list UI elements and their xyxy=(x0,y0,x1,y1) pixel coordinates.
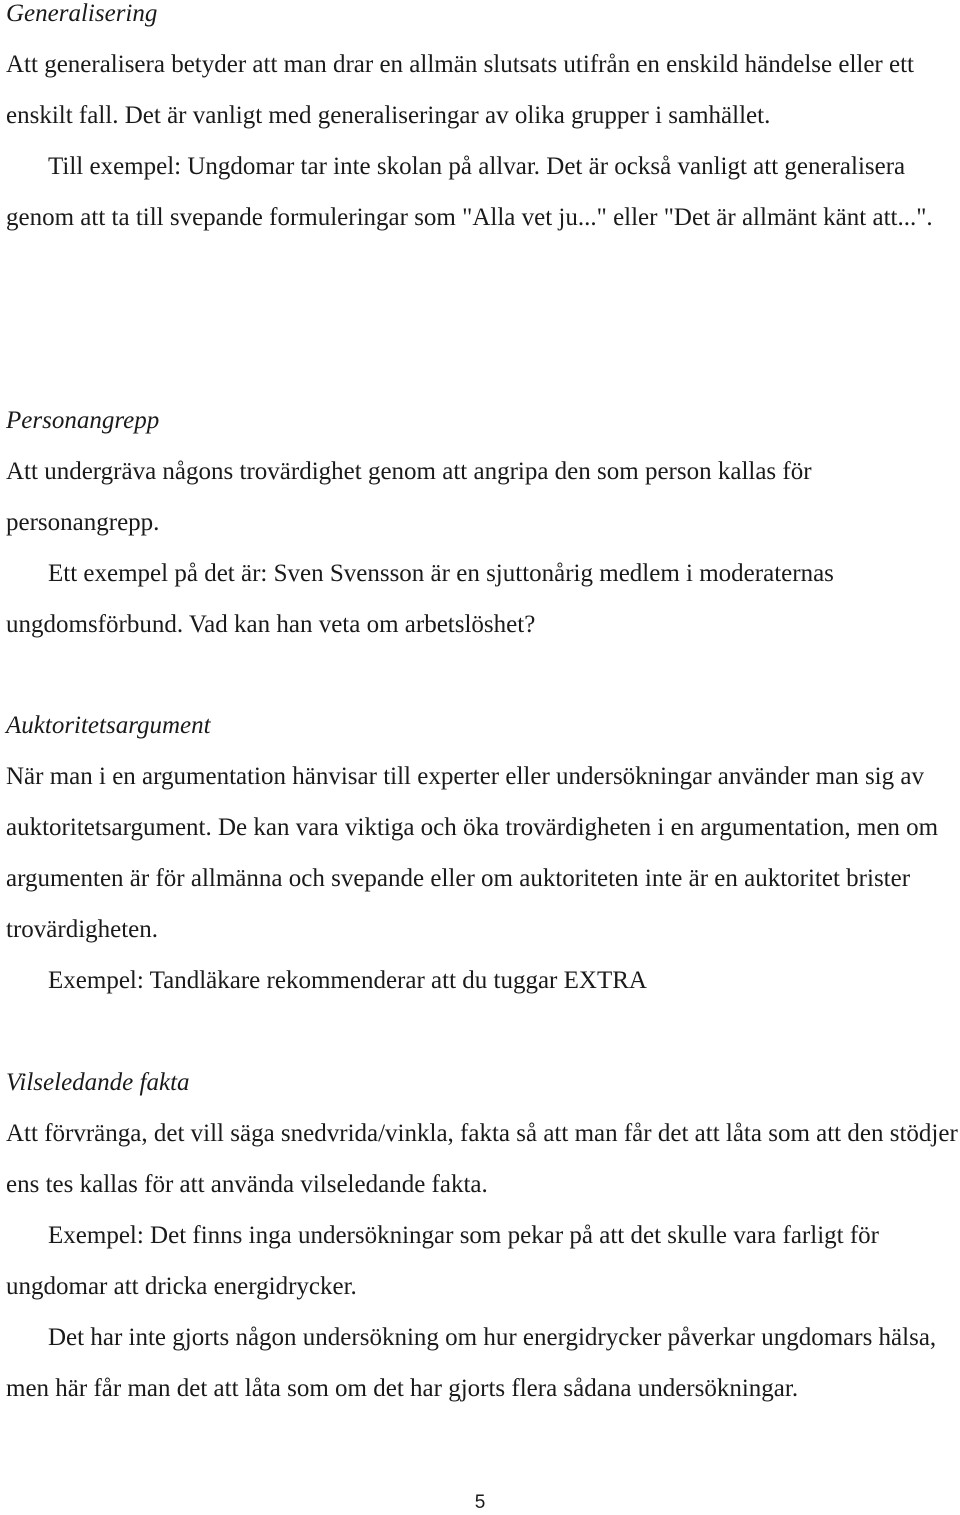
example-paragraph: Till exempel: Ungdomar tar inte skolan på allvar. Det är också vanligt att generalisera genom att ta till svepande formuleringar som "Alla vet ju..." eller "Det är allmänt känt att...". xyxy=(6,153,933,231)
section-heading: Auktoritetsargument xyxy=(6,712,211,739)
section-heading: Vilseledande fakta xyxy=(6,1069,190,1096)
definition-paragraph: Att undergräva någons trovärdighet genom att angripa den som person kallas för personangrepp. xyxy=(6,458,812,536)
definition-paragraph: När man i en argumentation hänvisar till experter eller undersökningar använder man sig av auktoritetsargument. De kan vara viktiga och öka trovärdigheten i en argumentation, men om argumenten är för allmänna och svepande eller om auktoriteten inte är en auktoritet brister trovärdigheten. xyxy=(6,763,939,943)
section-personangrepp xyxy=(6,395,958,650)
definition-paragraph: Att förvränga, det vill säga snedvrida/vinkla, fakta så att man får det att låta som att den stödjer ens tes kallas för att använda vilseledande fakta. xyxy=(6,1120,958,1198)
page-number: 5 xyxy=(474,1492,486,1513)
example-paragraph: Exempel: Det finns inga undersökningar som pekar på att det skulle vara farligt för ungdomar att dricka energidrycker. xyxy=(6,1222,879,1300)
explanation-paragraph: Det har inte gjorts någon undersökning om hur energidrycker påverkar ungdomars hälsa, men här får man det att låta som om det har gjorts flera sådana undersökningar. xyxy=(6,1324,937,1402)
example-paragraph: Exempel: Tandläkare rekommenderar att du tuggar EXTRA xyxy=(48,967,647,994)
section-generalisering xyxy=(6,0,958,243)
section-auktoritetsargument xyxy=(6,700,958,1006)
section-heading: Personangrepp xyxy=(6,407,160,434)
example-paragraph: Ett exempel på det är: Sven Svensson är en sjuttonårig medlem i moderaternas ungdomsförbund. Vad kan han veta om arbetslöshet? xyxy=(6,560,834,638)
definition-paragraph: Att generalisera betyder att man drar en allmän slutsats utifrån en enskild händelse eller ett enskilt fall. Det är vanligt med generaliseringar av olika grupper i samhället. xyxy=(6,51,914,129)
section-heading: Generalisering xyxy=(6,0,158,27)
section-vilseledande-fakta xyxy=(6,1057,958,1414)
